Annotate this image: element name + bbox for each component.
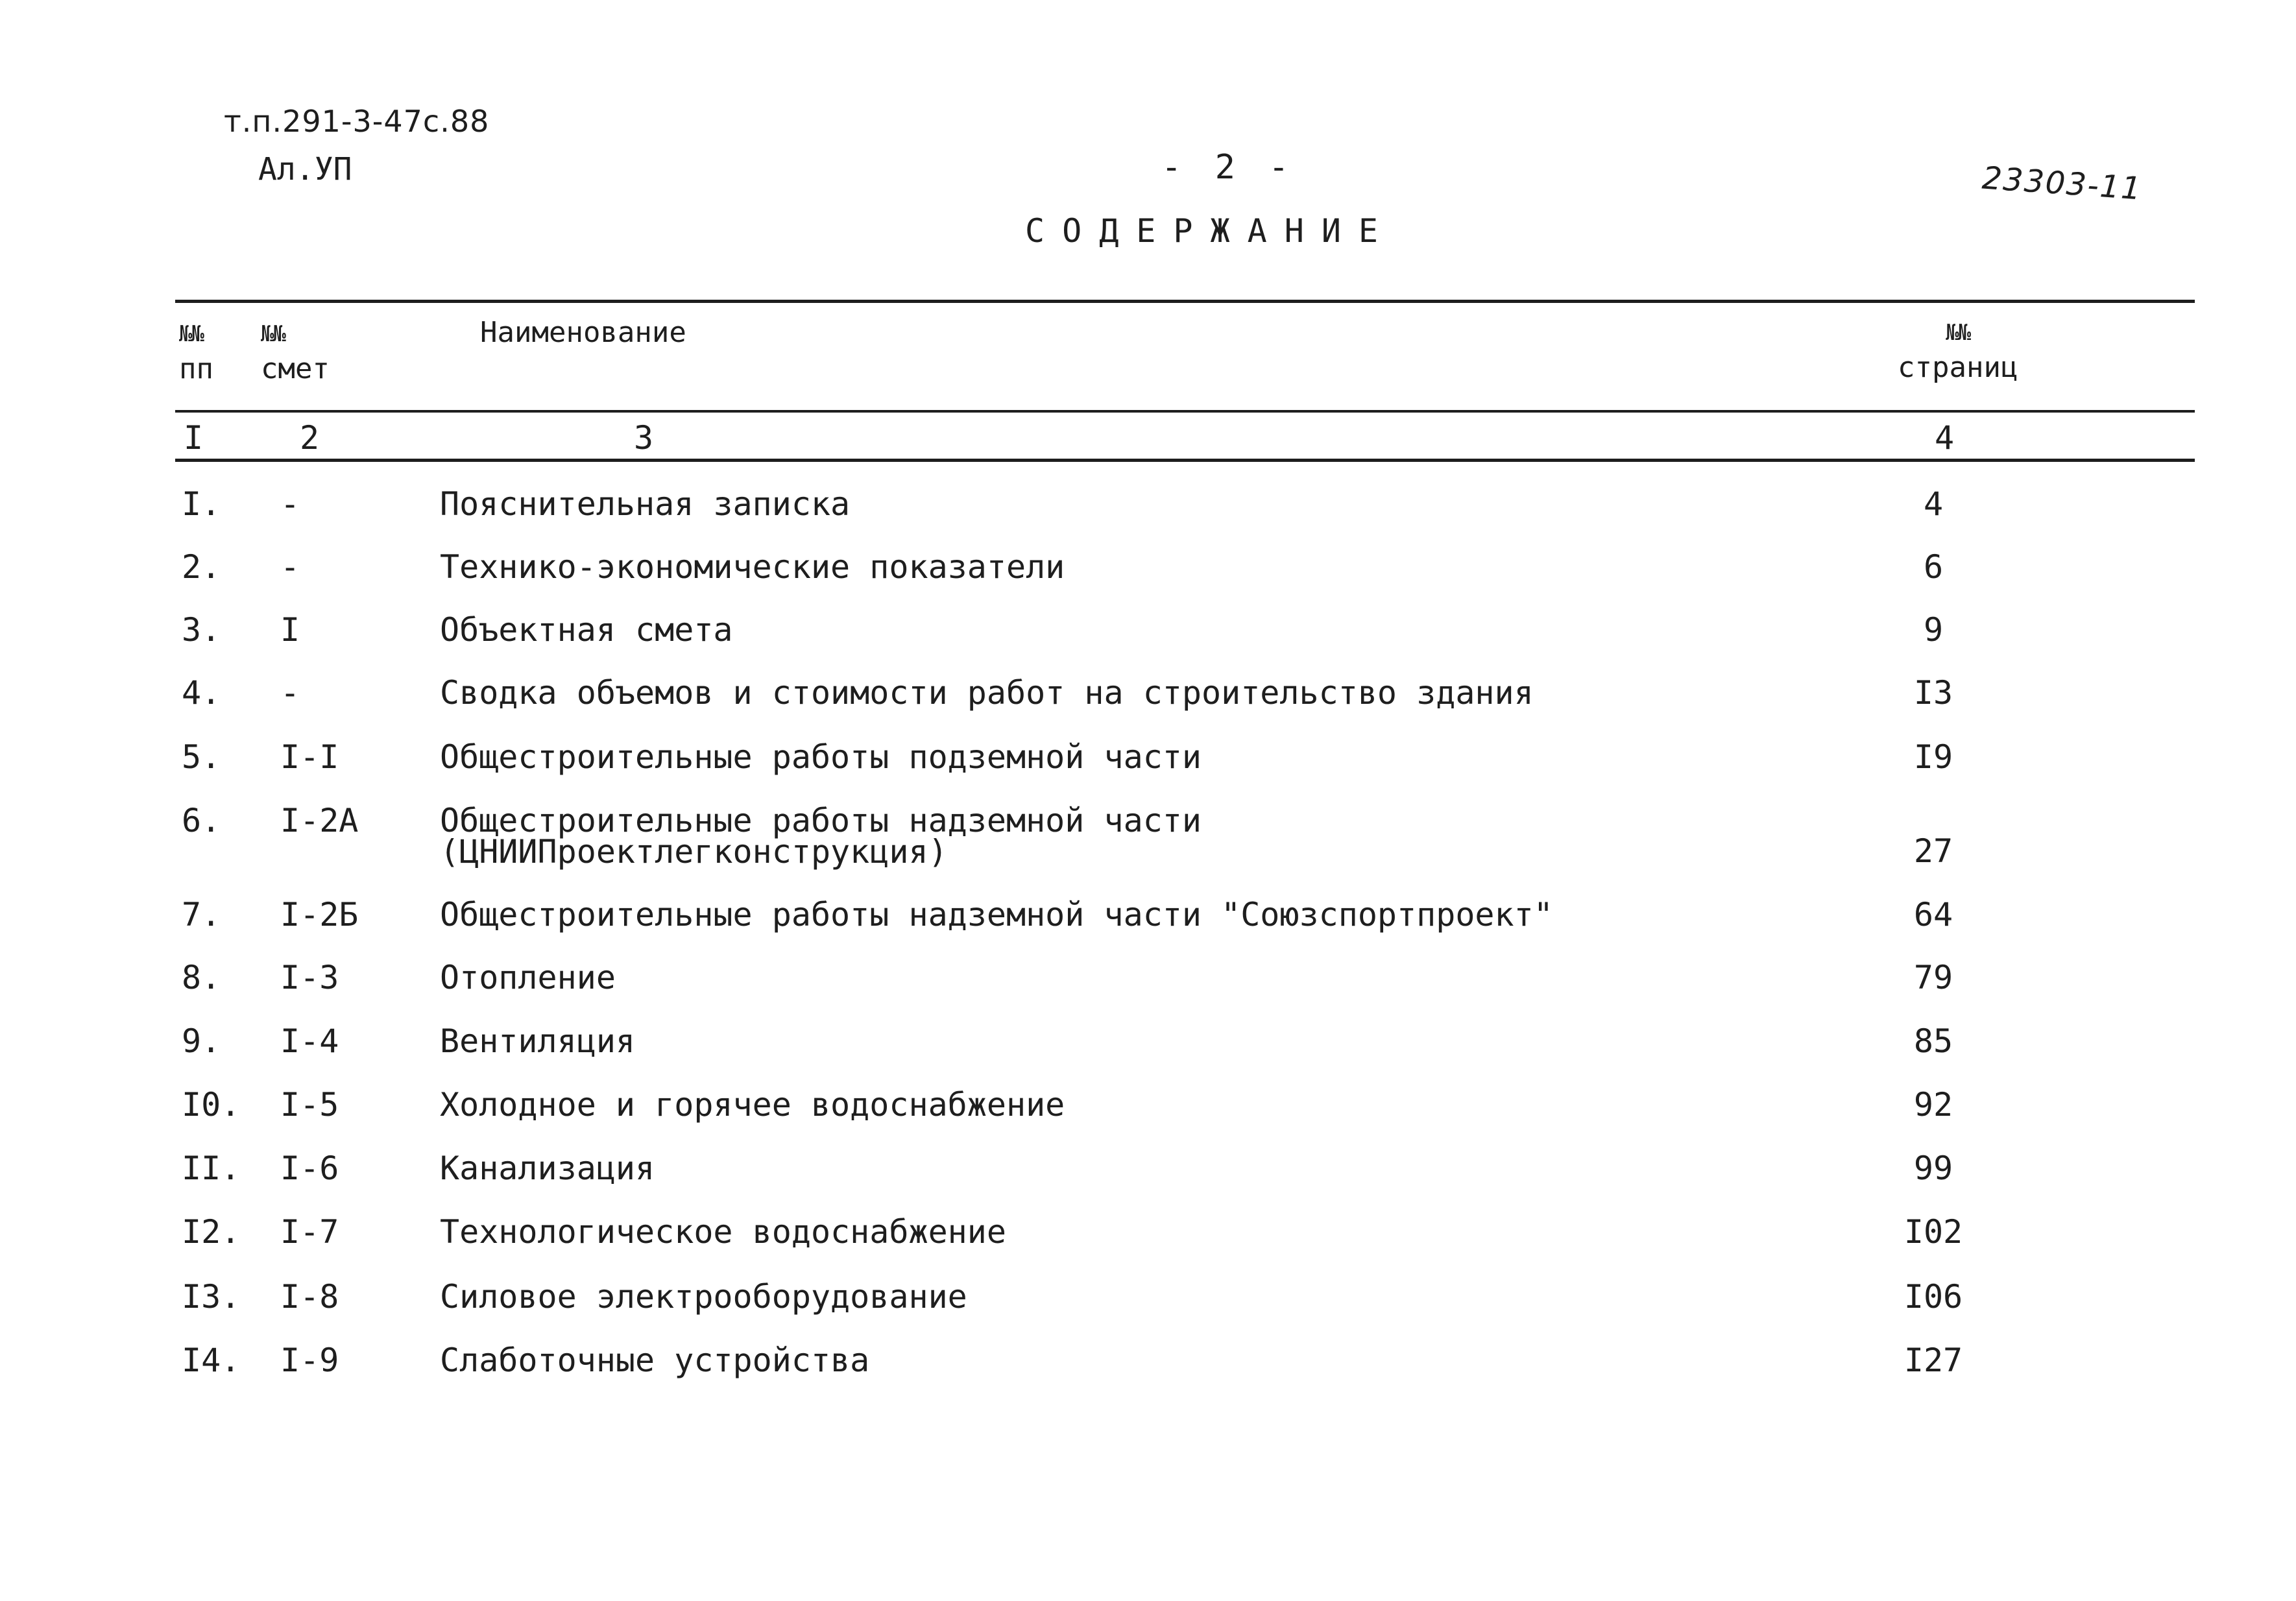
row-name: Общестроительные работы надземной части "Союзспортпроект": [440, 896, 1553, 933]
row-page: I9: [1913, 738, 1953, 776]
archive-number: 23303-11: [1981, 160, 2144, 208]
column-header-pages: [1898, 315, 2018, 385]
column-number-2: 2: [300, 419, 320, 457]
column-number-3: 3: [634, 419, 654, 457]
row-smeta: I-6: [280, 1150, 339, 1187]
row-page: 9: [1923, 611, 1944, 649]
row-name: Вентиляция: [440, 1022, 636, 1060]
row-page: 99: [1913, 1150, 1953, 1187]
row-pp: I4.: [182, 1342, 241, 1379]
row-pp: I3.: [182, 1278, 241, 1316]
row-smeta: I-2А: [280, 802, 359, 839]
row-name: Канализация: [440, 1150, 655, 1187]
row-pp: II.: [182, 1150, 241, 1187]
row-pp: I0.: [182, 1086, 241, 1124]
row-smeta: I-9: [280, 1342, 339, 1379]
table-top-rule: [175, 300, 2195, 303]
row-page: 64: [1913, 896, 1953, 933]
row-page: I02: [1903, 1213, 1963, 1251]
column-label: смет: [261, 352, 330, 385]
row-smeta: I-7: [280, 1213, 339, 1251]
row-smeta: I-5: [280, 1086, 339, 1124]
number-symbol: №№: [1946, 320, 1970, 346]
row-page: I27: [1903, 1342, 1963, 1379]
row-pp: 6.: [182, 802, 221, 839]
row-pp: 5.: [182, 738, 221, 776]
row-pp: I.: [182, 485, 221, 523]
table-header-rule: [175, 410, 2195, 413]
row-page: 85: [1913, 1022, 1953, 1060]
row-name: Холодное и горячее водоснабжение: [440, 1086, 1065, 1124]
row-page: 4: [1923, 485, 1944, 523]
column-label: пп: [179, 352, 213, 385]
row-pp: 7.: [182, 896, 221, 933]
column-header-smeta: [261, 317, 330, 387]
row-page: 6: [1923, 548, 1944, 586]
row-pp: 3.: [182, 611, 221, 649]
row-name: Отопление: [440, 959, 616, 996]
row-name: Общестроительные работы надземной части: [440, 802, 1202, 839]
number-symbol: №№: [261, 321, 285, 347]
row-smeta: I-3: [280, 959, 339, 996]
number-symbol: №№: [179, 321, 203, 347]
row-page: 92: [1913, 1086, 1953, 1124]
row-pp: 2.: [182, 548, 221, 586]
row-page: 79: [1913, 959, 1953, 996]
row-smeta: I-4: [280, 1022, 339, 1060]
row-smeta: -: [280, 674, 300, 712]
row-smeta: -: [280, 548, 300, 586]
row-smeta: I-8: [280, 1278, 339, 1316]
row-smeta: I-I: [280, 738, 339, 776]
row-name: Общестроительные работы подземной части: [440, 738, 1202, 776]
row-name: Сводка объемов и стоимости работ на строительство здания: [440, 674, 1534, 712]
row-smeta: -: [280, 485, 300, 523]
row-name: Технико-экономические показатели: [440, 548, 1065, 586]
document-code: т.п.291-3-47с.88: [224, 104, 490, 139]
column-header-pp: [179, 317, 213, 387]
row-name: Силовое электрооборудование: [440, 1278, 967, 1316]
row-pp: 4.: [182, 674, 221, 712]
column-number-4: 4: [1935, 419, 1955, 457]
row-name-line2: (ЦНИИПроектлегконструкция): [440, 833, 948, 871]
row-pp: 8.: [182, 959, 221, 996]
column-number-1: I: [184, 419, 204, 457]
row-page: I3: [1913, 674, 1953, 712]
row-pp: I2.: [182, 1213, 241, 1251]
row-page: I06: [1903, 1278, 1963, 1316]
row-name: Пояснительная записка: [440, 485, 851, 523]
row-smeta: I: [280, 611, 300, 649]
page-number: - 2 -: [1161, 148, 1296, 187]
row-name: Технологическое водоснабжение: [440, 1213, 1006, 1251]
album-number: Ал.УП: [258, 151, 352, 187]
row-pp: 9.: [182, 1022, 221, 1060]
row-smeta: I-2Б: [280, 896, 359, 933]
row-name: Объектная смета: [440, 611, 733, 649]
contents-title: СОДЕРЖАНИЕ: [1025, 212, 1396, 250]
row-page: 27: [1913, 832, 1953, 870]
column-header-name: Наименование: [480, 316, 686, 349]
column-label: страниц: [1898, 351, 2018, 384]
table-numbers-rule: [175, 459, 2195, 462]
row-name: Слаботочные устройства: [440, 1342, 870, 1379]
